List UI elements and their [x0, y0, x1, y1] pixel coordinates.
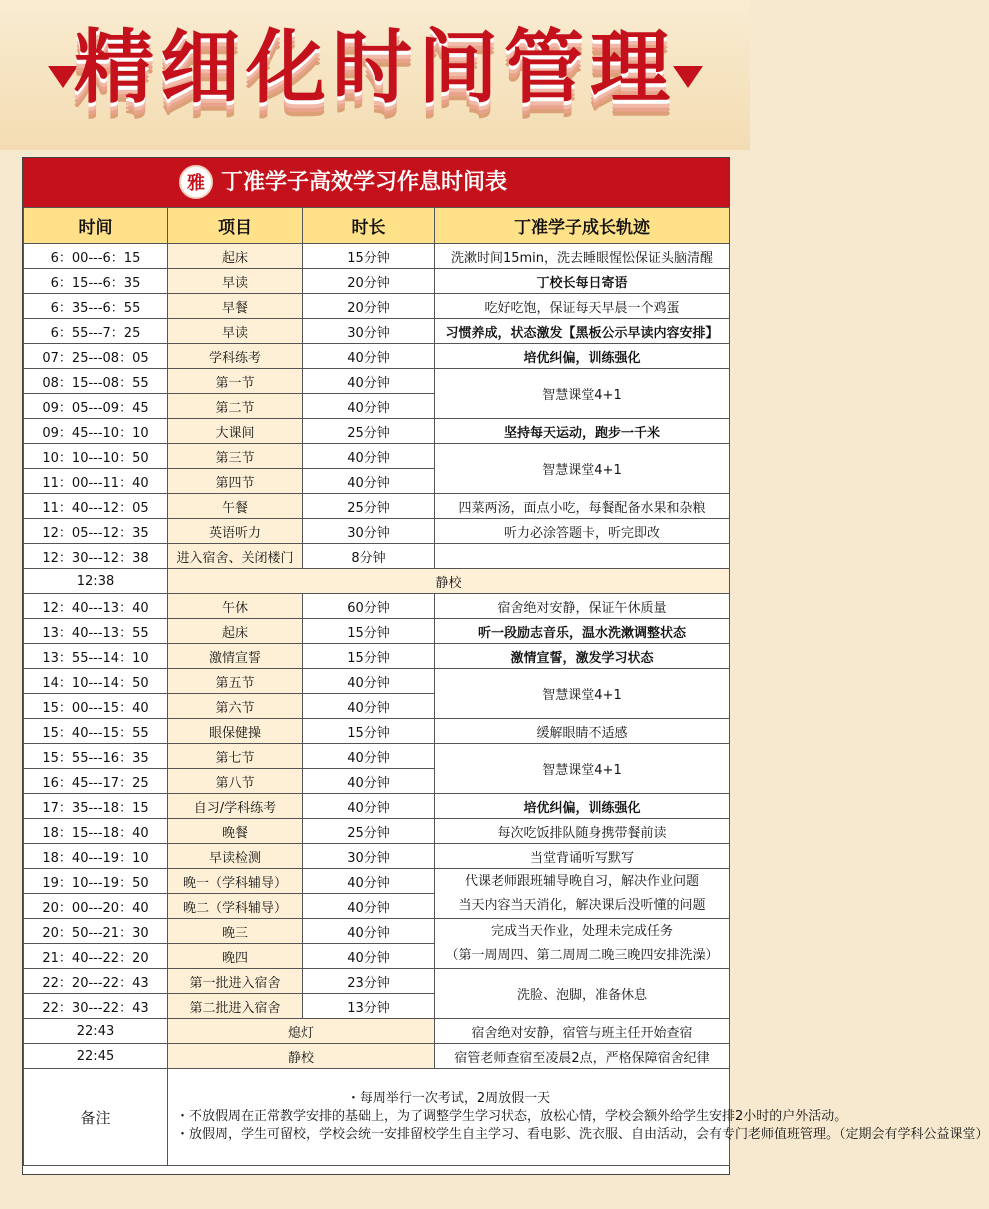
table-row: 12：05---12：35 英语听力 30分钟 听力必涂答题卡，听完即改: [24, 519, 730, 544]
table-row: 07：25---08：05 学科练考 40分钟 培优纠偏，训练强化: [24, 344, 730, 369]
table-row: 18：15---18：40 晚餐 25分钟 每次吃饭排队随身携带餐前读: [24, 819, 730, 844]
table-row: 15：55---16：35 第七节 40分钟 智慧课堂4+1: [24, 744, 730, 769]
sheet-title: 丁准学子高效学习作息时间表: [221, 170, 508, 195]
table-row: 18：40---19：10 早读检测 30分钟 当堂背诵听写默写: [24, 844, 730, 869]
table-row: 14：10---14：50 第五节 40分钟 智慧课堂4+1: [24, 669, 730, 694]
remarks-label: 备注: [24, 1069, 168, 1166]
table-row: 6：00---6：15 起床 15分钟 洗漱时间15min，洗去睡眼惺忪保证头脑清醒: [24, 244, 730, 269]
col-header-time: 时间: [24, 208, 168, 244]
col-header-item: 项目: [168, 208, 303, 244]
table-row: 08：15---08：55 第一节 40分钟 智慧课堂4+1: [24, 369, 730, 394]
table-row: 6：15---6：35 早读 20分钟 丁校长每日寄语: [24, 269, 730, 294]
table-row: 09：05---09：45 第二节 40分钟: [24, 394, 730, 419]
table-row: 20：50---21：30 晚三 40分钟 完成当天作业，处理未完成任务 （第一周周四、第二周周二晚三晚四安排洗澡）: [24, 919, 730, 944]
page-title: 精细化时间管理: [74, 21, 676, 114]
col-header-duration: 时长: [303, 208, 435, 244]
schedule-sheet: [22, 157, 989, 1175]
table-row: 20：00---20：40 晚二（学科辅导） 40分钟: [24, 894, 730, 919]
table-row: 13：40---13：55 起床 15分钟 听一段励志音乐，温水洗漱调整状态: [24, 619, 730, 644]
banner: [0, 0, 750, 150]
table-row: 22：30---22：43 第二批进入宿舍 13分钟: [24, 994, 730, 1019]
table-row: 21：40---22：20 晚四 40分钟: [24, 944, 730, 969]
table-row: 09：45---10：10 大课间 25分钟 坚持每天运动，跑步一千米: [24, 419, 730, 444]
schedule-table: [23, 207, 989, 1166]
table-row: 15：40---15：55 眼保健操 15分钟 缓解眼睛不适感: [24, 719, 730, 744]
remarks-row: [24, 1069, 730, 1166]
table-row: 22:45 静校 宿管老师查宿至凌晨2点，严格保障宿舍纪律: [24, 1044, 730, 1069]
table-row: 15：00---15：40 第六节 40分钟: [24, 694, 730, 719]
table-row: 6：55---7：25 早读 30分钟 习惯养成，状态激发【黑板公示早读内容安排】: [24, 319, 730, 344]
school-logo-icon: 雅: [179, 165, 213, 199]
table-row: 11：00---11：40 第四节 40分钟: [24, 469, 730, 494]
table-row: 6：35---6：55 早餐 20分钟 吃好吃饱，保证每天早晨一个鸡蛋: [24, 294, 730, 319]
table-row: 13：55---14：10 激情宣誓 15分钟 激情宣誓，激发学习状态: [24, 644, 730, 669]
table-row: 22：20---22：43 第一批进入宿舍 23分钟 洗脸、泡脚，准备休息: [24, 969, 730, 994]
table-row: 16：45---17：25 第八节 40分钟: [24, 769, 730, 794]
table-row: 12:38 静校: [24, 569, 730, 594]
table-header-row: [24, 208, 730, 244]
triangle-down-icon: [673, 66, 703, 88]
col-header-track: 丁准学子成长轨迹: [435, 208, 730, 244]
table-row: 10：10---10：50 第三节 40分钟 智慧课堂4+1: [24, 444, 730, 469]
table-row: 12：30---12：38 进入宿舍、关闭楼门 8分钟: [24, 544, 730, 569]
table-row: 11：40---12：05 午餐 25分钟 四菜两汤，面点小吃，每餐配备水果和杂粮: [24, 494, 730, 519]
table-row: 19：10---19：50 晚一（学科辅导） 40分钟 代课老师跟班辅导晚自习，解决作业问题 当天内容当天消化，解决课后没听懂的问题: [24, 869, 730, 894]
sheet-header: [23, 158, 729, 207]
table-row: 17：35---18：15 自习/学科练考 40分钟 培优纠偏，训练强化: [24, 794, 730, 819]
table-row: 22:43 熄灯 宿舍绝对安静，宿管与班主任开始查宿: [24, 1019, 730, 1044]
table-row: 12：40---13：40 午休 60分钟 宿舍绝对安静，保证午休质量: [24, 594, 730, 619]
remarks-text: ・每周举行一次考试，2周放假一天 ・不放假周在正常教学安排的基础上，为了调整学生学习状态，放松心情，学校会额外给学生安排2小时的户外活动。 ・放假周，学生可留校，学校会统一安排留校学生自主学习、看电影、洗衣服、自由活动，会有专门老师值班管理。（定期会有学科公益课堂）: [168, 1069, 730, 1166]
